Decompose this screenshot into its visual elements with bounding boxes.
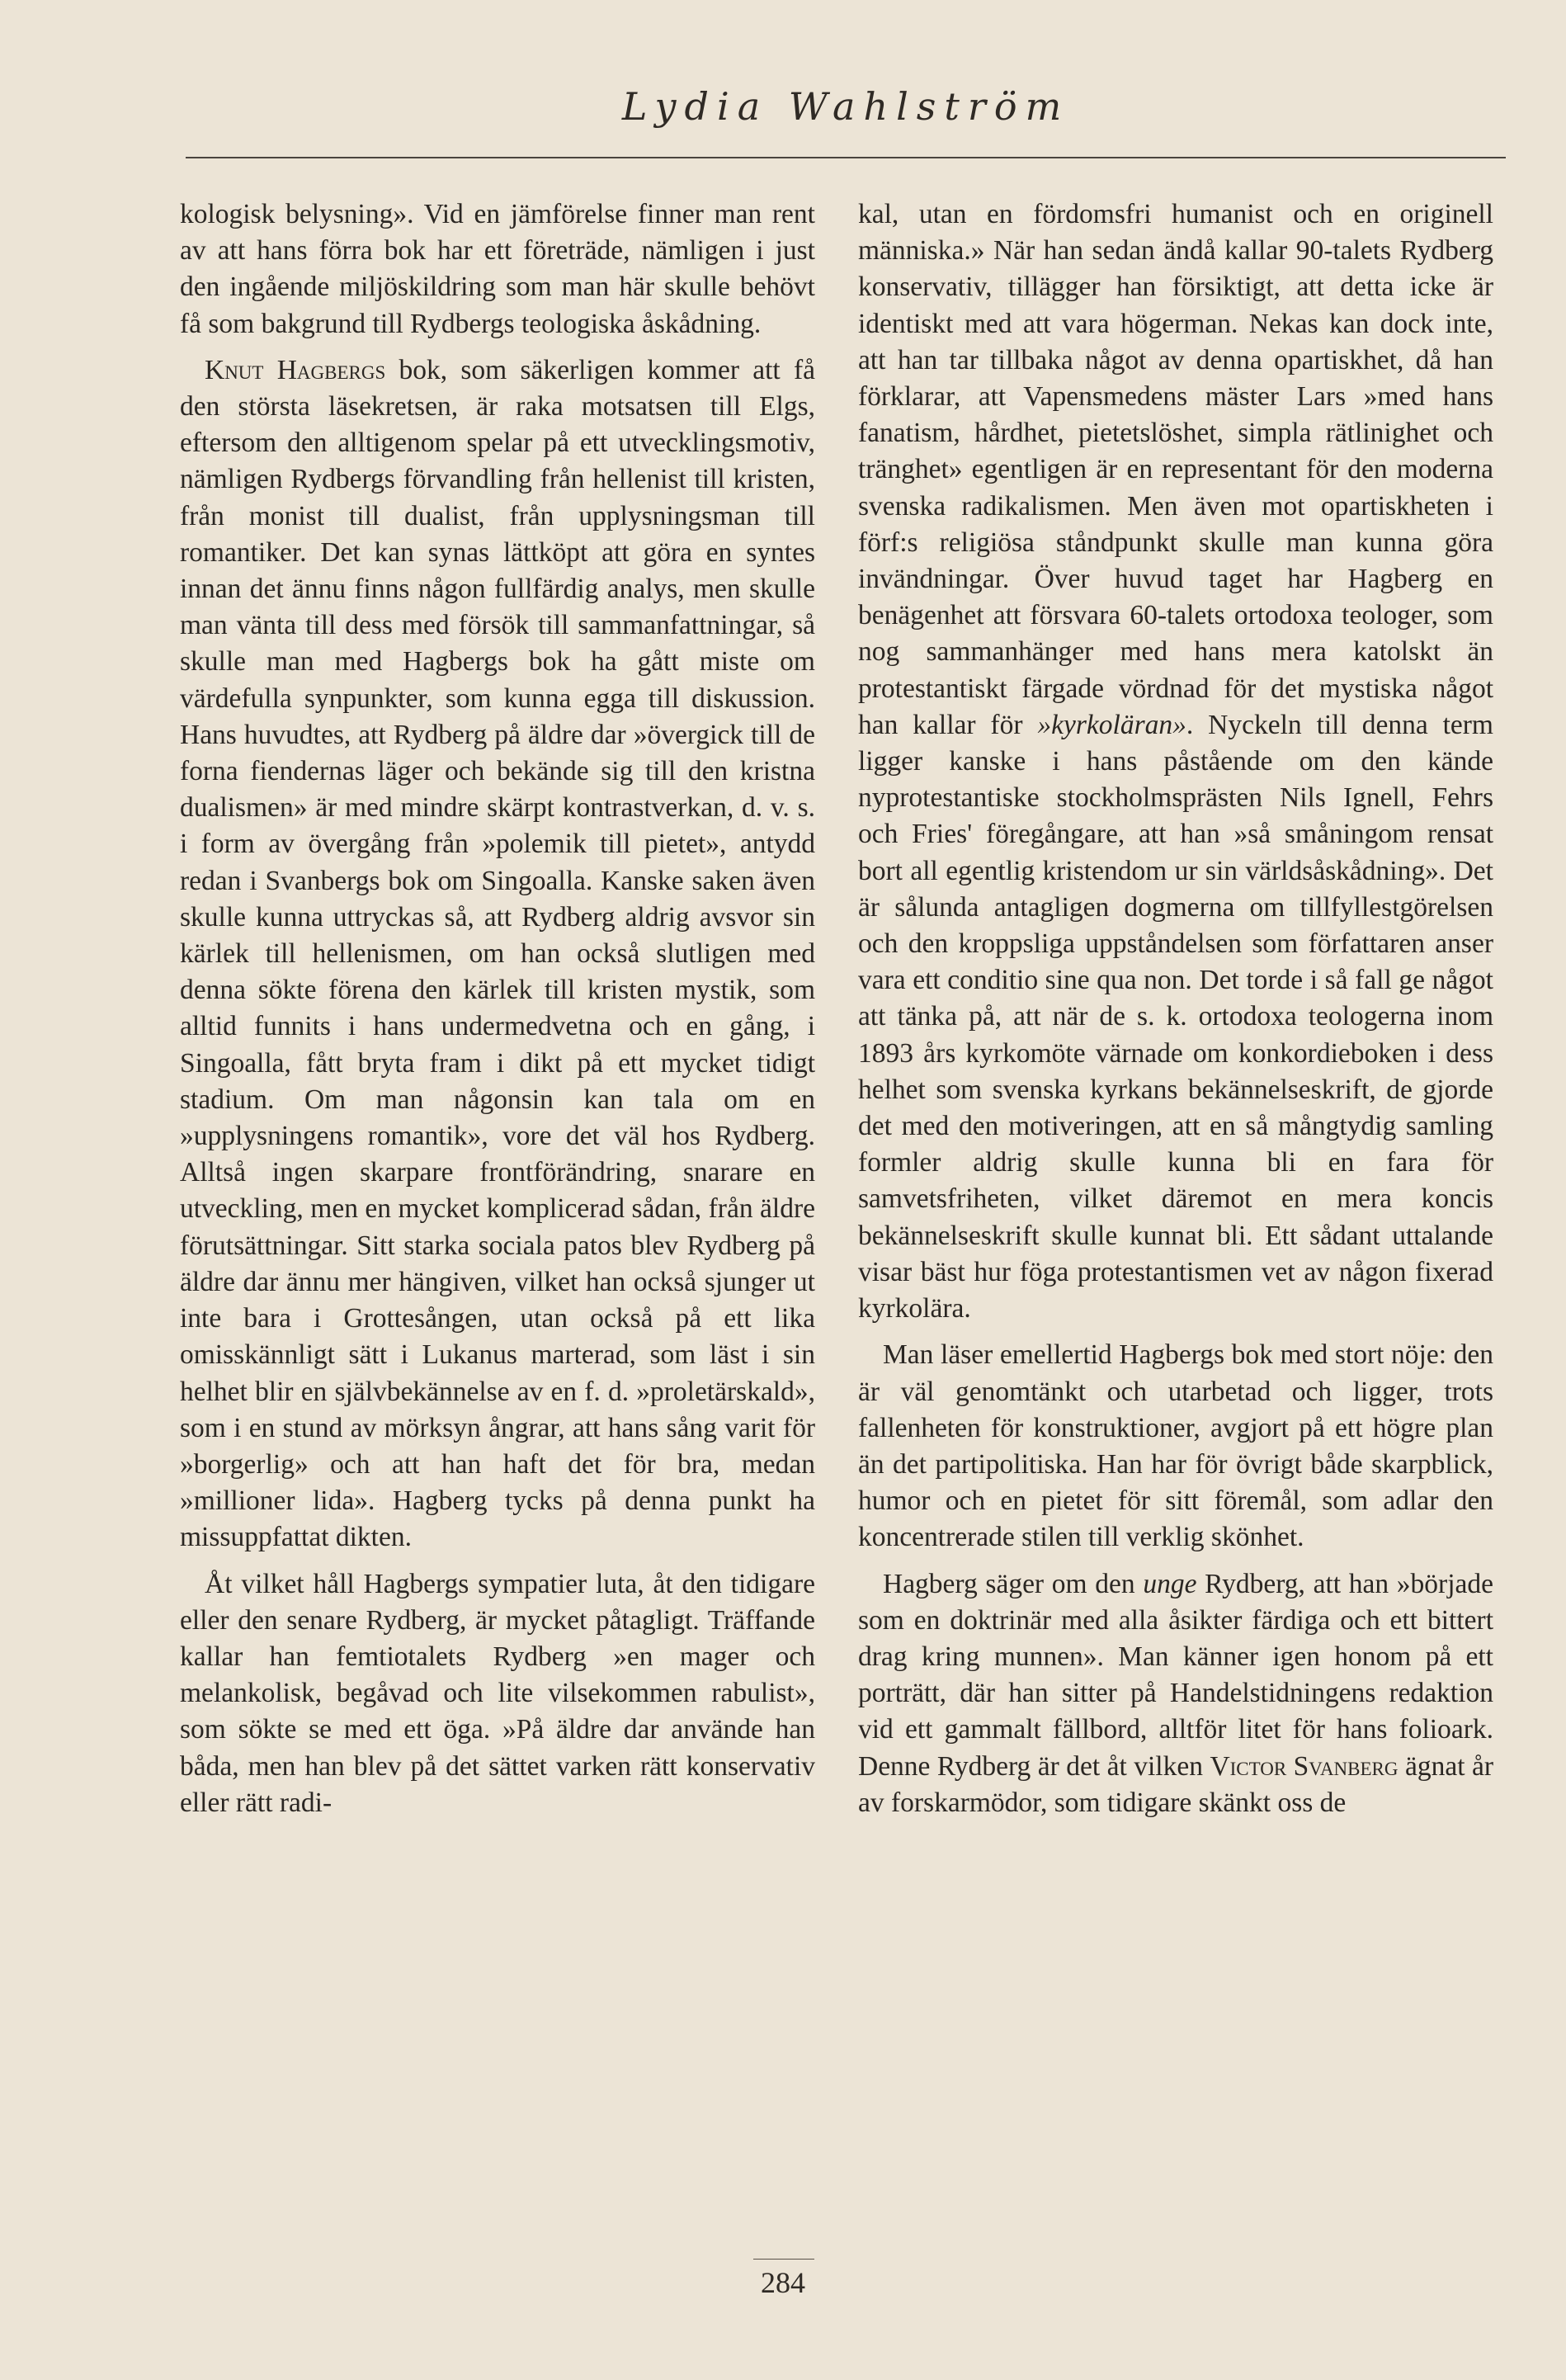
right-column [858, 196, 1493, 1831]
author-name-knut-hagberg: Knut Hagbergs [205, 354, 386, 385]
paragraph-right-3 [858, 1566, 1493, 1821]
paragraph-right-1 [858, 196, 1493, 1327]
paragraph-right-3-text-b: Rydberg, att han »började som en doktrinär med alla åsikter färdiga och ett bittert drag kring munnen». Man känner igen honom på ett porträtt, där han sitter på Handelstidningens redaktion vid ett gammalt fällbord, alltför litet för hans folioark. Denne Rydberg är det åt vilken [858, 1568, 1493, 1782]
paragraph-right-3-text-c: ägnat år av forskarmödor, som tidigare skänkt oss de [858, 1750, 1493, 1818]
paragraph-right-1-text-a: kal, utan en fördomsfri humanist och en originell människa.» När han sedan ändå kallar 90-talets Rydberg konservativ, tillägger han försiktigt, att detta icke är identiskt med att vara högerman. Nekas kan dock inte, att han tar tillbaka något av denna opartiskhet, då han förklarar, att Vapensmedens mäster Lars »med hans fanatism, hårdhet, pietetslöshet, simpla rätlinighet och tränghet» egentligen är en representant för den moderna svenska radikalismen. Men även mot opartiskheten i förf:s religiösa ståndpunkt skulle man kunna göra invändningar. Över huvud taget har Hagberg en benägenhet att försvara 60-talets ortodoxa teologer, som nog sammanhänger med hans mera katolskt än protestantiskt färgade vördnad för det mystiska något han kallar för [858, 199, 1493, 740]
author-name-victor-svanberg: Victor Svanberg [1210, 1750, 1399, 1782]
paragraph-right-2: Man läser emellertid Hagbergs bok med stort nöje: den är väl genomtänkt och utarbetad och ligger, trots fallenheten för konstruktioner, avgjort på ett högre plan än det partipolitiska. Han har för övrigt både skarpblick, humor och en pietet för sitt föremål, som adlar den koncentrerade stilen till verklig skönhet. [858, 1339, 1493, 1553]
paragraph-right-3-text-a: Hagberg säger om den [883, 1568, 1144, 1599]
paragraph-left-3: Åt vilket håll Hagbergs sympatier luta, åt den tidigare eller den senare Rydberg, är mycket påtagligt. Träffande kallar han femtiotalets Rydberg »en mager och melankolisk, begåvad och lite vilsekommen rabulist», som sökte se med ett öga. »På äldre dar använde han båda, men han blev på det sättet varken rätt konservativ eller rätt radi- [180, 1568, 815, 1818]
header-rule [186, 157, 1506, 158]
paragraph-left-2-text: bok, som säkerligen kommer att få den största läsekretsen, är raka motsatsen till Elgs, eftersom den alltigenom spelar på ett utvecklingsmotiv, nämligen Rydbergs förvandling från hellenist till kristen, från monist till dualist, från upplysningsman till romantiker. Det kan synas lättköpt att göra en syntes innan det ännu finns någon fullfärdig analys, men skulle man vänta till dess med försök till sammanfattningar, så skulle man med Hagbergs bok ha gått miste om värdefulla synpunkter, som kunna egga till diskussion. Hans huvudtes, att Rydberg på äldre dar »övergick till de forna fiendernas läger och bekände sig till den kristna dualismen» är med mindre skärpt kontrastverkan, d. v. s. i form av övergång från »polemik till pietet», antydd redan i Svanbergs bok om Singoalla. Kanske saken även skulle kunna uttryckas så, att Rydberg aldrig avsvor sin kärlek till hellenismen, om han också slutligen med denna sökte förena den kärlek till kristen mystik, som alltid funnits i hans undermedvetna och en gång, i Singoalla, fått bryta fram i dikt på ett mycket tidigt stadium. Om man någonsin kan tala om en »upplysningens romantik», vore det väl hos Rydberg. Alltså ingen skarpare frontförändring, snarare en utveckling, men en mycket komplicerad sådan, från äldre förutsättningar. Sitt starka sociala patos blev Rydberg på äldre dar ännu mer hängiven, vilket han också sjunger ut inte bara i Grottesången, utan också på ett lika omisskännligt sätt i Lukanus marterad, som läst i sin helhet blir en självbekännelse av en f. d. »proletärskald», som i en stund av mörksyn ångrar, att hans sång varit för »borgerlig» och att han haft det för bra, medan »millioner lida». Hagberg tycks på denna punkt ha missuppfattat dikten. [180, 354, 815, 1553]
italic-word-unge: unge [1143, 1568, 1197, 1599]
paragraph-left-2 [180, 352, 815, 1556]
page-number: 284 [761, 2266, 805, 2299]
running-header-title: Lydia Wahlström [621, 84, 1070, 129]
italic-term-kyrkolaran: »kyrkoläran» [1037, 709, 1186, 740]
paragraph-right-1-text-b: . Nyckeln till denna term ligger kanske i hans påstående om den kände nyprotestantiske stockholmsprästen Nils Ignell, Fehrs och Fries' föregångare, att han »så småningom rensat bort all egentlig kristendom ur sin världsåskådning». Det är sålunda antagligen dogmerna om tillfyllestgörelsen och den kroppsliga uppståndelsen som författaren anser vara ett conditio sine qua non. Det torde i så fall ge något att tänka på, att när de s. k. ortodoxa teologerna inom 1893 års kyrkomöte värnade om konkordieboken i dess helhet som svenska kyrkans bekännelseskrift, de gjorde det med den motiveringen, att en så mångtydig samling formler aldrig skulle kunna bli en fara för samvetsfriheten, vilket däremot en mera koncis bekännelseskrift skulle kunnat bli. Ett sådant uttalande visar bäst hur föga protestantismen vet av någon fixerad kyrkolära. [858, 709, 1493, 1325]
paragraph-left-1: kologisk belysning». Vid en jämförelse finner man rent av att hans förra bok har ett företräde, nämligen i just den ingående miljöskildring som man här skulle behövt få som bakgrund till Rydbergs teologiska åskådning. [180, 199, 815, 339]
left-column [180, 196, 815, 1831]
page-number-rule [753, 2259, 814, 2260]
